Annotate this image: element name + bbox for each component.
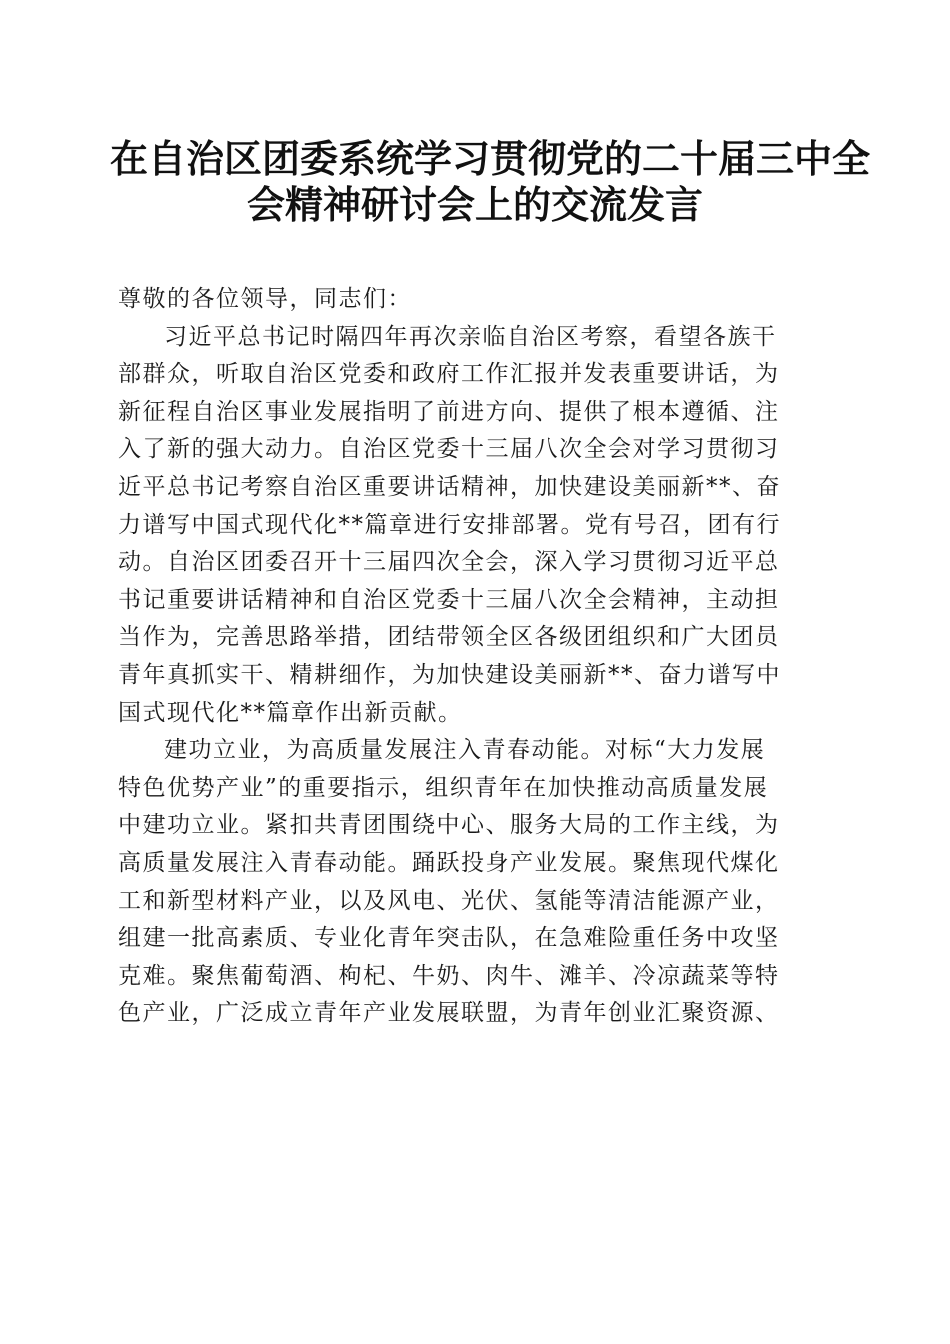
paragraph-line: 力谱写中国式现代化**篇章进行安排部署。党有号召，团有行 [118,511,781,538]
paragraph-line: 高质量发展注入青春动能。踊跃投身产业发展。聚焦现代煤化 [118,849,780,876]
paragraph-line: 近平总书记考察自治区重要讲话精神，加快建设美丽新**、奋 [118,473,781,500]
title-line: 会精神研讨会上的交流发言 [246,182,703,227]
title-line: 在自治区团委系统学习贯彻党的二十届三中全 [110,136,871,181]
document-body [118,281,823,1033]
paragraph-line: 动。自治区团委召开十三届四次全会，深入学习贯彻习近平总 [118,549,780,576]
paragraph-line: 组建一批高素质、专业化青年突击队，在急难险重任务中攻坚 [118,925,780,952]
paragraph-line: 建功立业，为高质量发展注入青春动能。对标“大力发展 [164,737,766,764]
paragraph-2 [118,732,823,1033]
paragraph-1 [118,319,823,733]
salutation-text: 尊敬的各位领导，同志们： [118,286,412,312]
paragraph-line: 克难。聚焦葡萄酒、枸杞、牛奶、肉牛、滩羊、冷凉蔬菜等特 [118,962,780,989]
paragraph-line: 工和新型材料产业，以及风电、光伏、氢能等清洁能源产业， [118,887,780,914]
document-title [110,136,871,228]
paragraph-line: 色产业，广泛成立青年产业发展联盟，为青年创业汇聚资源、 [118,1000,780,1027]
paragraph-line: 特色优势产业”的重要指示，组织青年在加快推动高质量发展 [118,774,769,801]
paragraph-line: 国式现代化**篇章作出新贡献。 [118,699,463,726]
paragraph-line: 部群众，听取自治区党委和政府工作汇报并发表重要讲话，为 [118,361,780,388]
paragraph-line: 当作为，完善思路举措，团结带领全区各级团组织和广大团员 [118,624,780,651]
salutation [118,281,823,319]
paragraph-line: 书记重要讲话精神和自治区党委十三届八次全会精神，主动担 [118,586,780,613]
paragraph-line: 中建功立业。紧扣共青团围绕中心、服务大局的工作主线，为 [118,812,780,839]
paragraph-line: 习近平总书记时隔四年再次亲临自治区考察，看望各族干 [164,323,777,350]
paragraph-line: 新征程自治区事业发展指明了前进方向、提供了根本遵循、注 [118,398,780,425]
paragraph-line: 青年真抓实干、精耕细作，为加快建设美丽新**、奋力谱写中 [118,661,781,688]
paragraph-line: 入了新的强大动力。自治区党委十三届八次全会对学习贯彻习 [118,436,780,463]
